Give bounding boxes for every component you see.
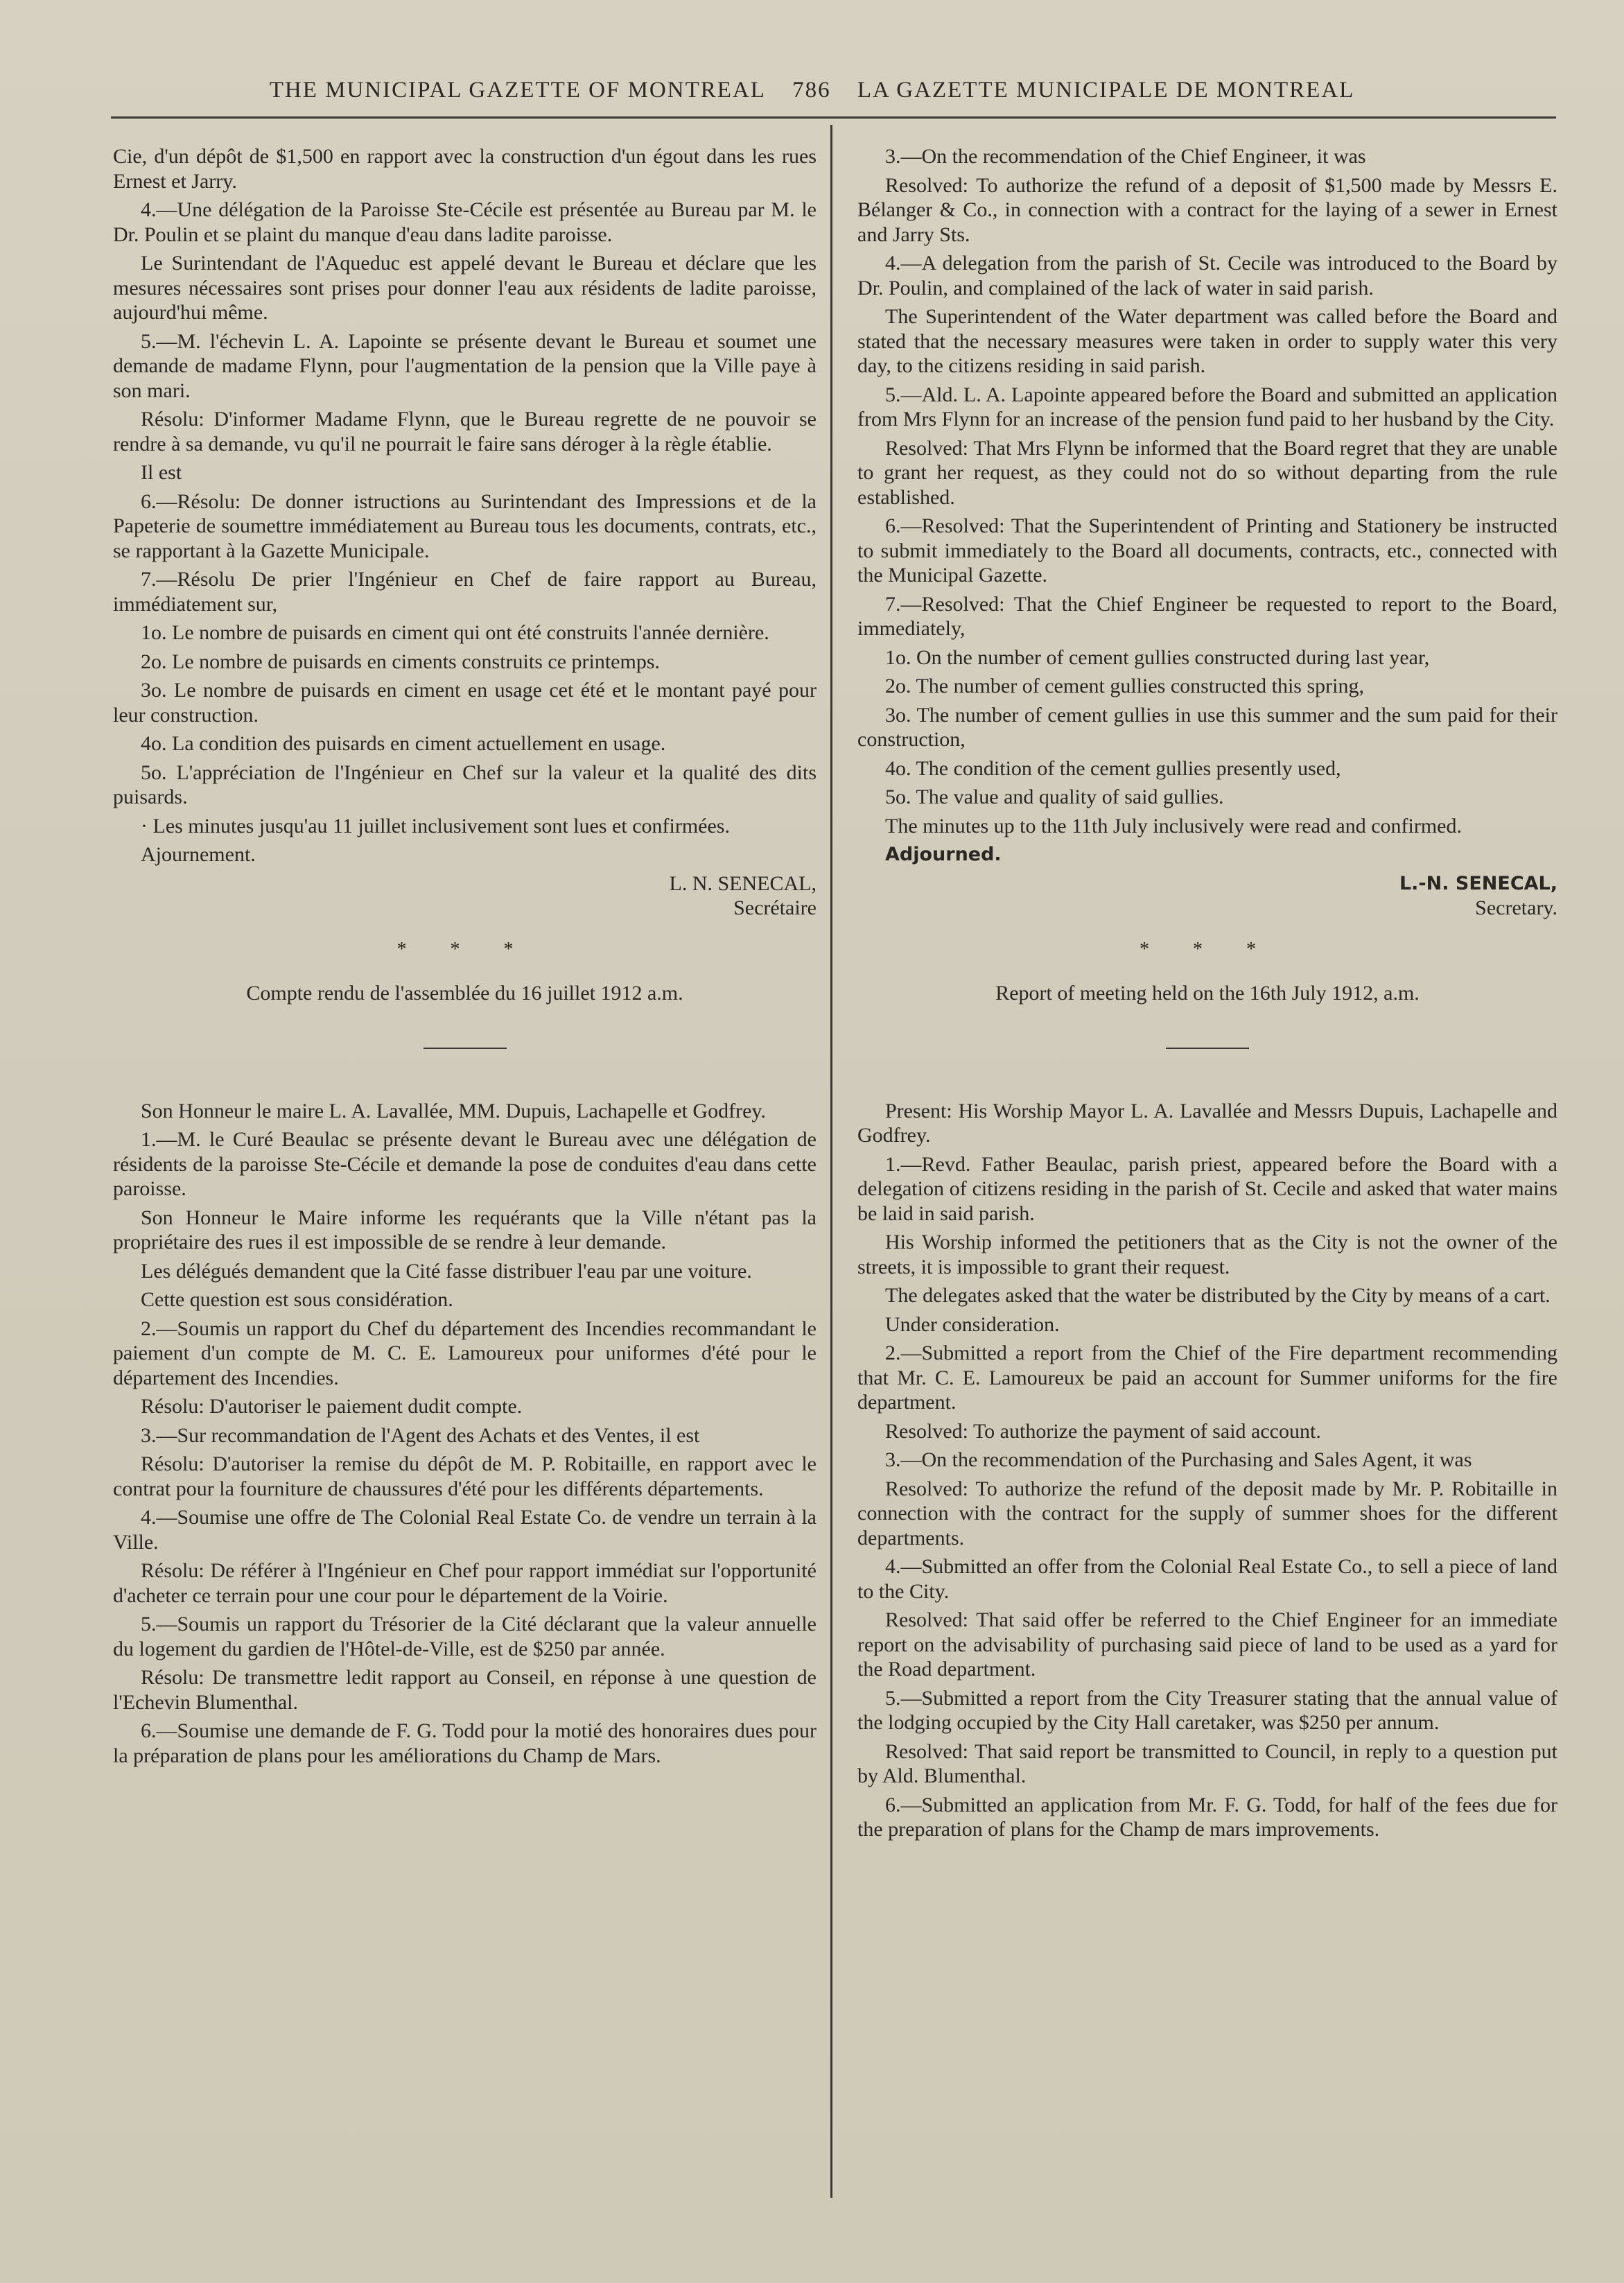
english-report-paragraph: The delegates asked that the water be distributed by the City by means of a cart.	[885, 1284, 1551, 1307]
french-minutes-paragraph: 1o. Le nombre de puisards en ciment qui ont été construits l'année dernière.	[141, 621, 769, 644]
page-number: 786	[792, 78, 831, 103]
french-minutes-paragraph: Cie, d'un dépôt de $1,500 en rapport avec la construction d'un égout dans les rues Ernest et Jarry.	[113, 145, 817, 193]
english-report-paragraph: Under consideration.	[885, 1312, 1060, 1336]
english-column	[857, 144, 1557, 1846]
english-signature-name: L.-N. SENECAL,	[1399, 872, 1557, 894]
french-report-title: Compte rendu de l'assemblée du 16 juillet 1912 a.m.	[246, 982, 683, 1005]
french-section-stars: * * *	[396, 938, 533, 960]
french-minutes-paragraph: Ajournement.	[141, 843, 256, 866]
page-header	[0, 78, 1624, 103]
french-column	[113, 144, 817, 1772]
english-minutes-paragraph: Resolved: That Mrs Flynn be informed that the Board regret that they are unable to grant her request, as they could not do so without departing from the rule established.	[857, 436, 1557, 509]
french-minutes-paragraph: Résolu: D'informer Madame Flynn, que le Bureau regrette de ne pouvoir se rendre à sa demande, vu qu'il ne pourrait le faire sans déroger à la règle établie.	[113, 408, 817, 455]
header-french-title: LA GAZETTE MUNICIPALE DE MONTREAL	[857, 78, 1355, 103]
french-minutes-paragraph: 4.—Une délégation de la Paroisse Ste-Cécile est présentée au Bureau par M. le Dr. Poulin et se plaint du manque d'eau dans ladite paroisse.	[113, 198, 817, 246]
french-report-paragraph: Son Honneur le maire L. A. Lavallée, MM. Dupuis, Lachapelle et Godfrey.	[141, 1099, 766, 1122]
english-report-paragraph: 1.—Revd. Father Beaulac, parish priest, appeared before the Board with a delegation of citizens residing in the parish of St. Cecile and asked that water mains be laid in said parish.	[857, 1152, 1557, 1225]
english-section-stars: * * *	[1140, 938, 1275, 960]
french-report-paragraph: Résolu: De référer à l'Ingénieur en Chef pour rapport immédiat sur l'opportunité d'acheter ce terrain pour une cour pour le département de la Voirie.	[113, 1559, 817, 1607]
english-minutes-paragraph: 4o. The condition of the cement gullies presently used,	[885, 756, 1341, 780]
french-report-section	[113, 1099, 817, 1769]
french-report-paragraph: Cette question est sous considération.	[141, 1288, 453, 1311]
french-minutes-paragraph: 5o. L'appréciation de l'Ingénieur en Chef sur la valeur et la qualité des dits puisards.	[113, 761, 817, 808]
french-report-paragraph: 5.—Soumis un rapport du Trésorier de la Cité déclarant que la valeur annuelle du logement du gardien de l'Hôtel-de-Ville, est de $250 par année.	[113, 1613, 817, 1660]
french-signature-name: L. N. SENECAL,	[669, 871, 817, 895]
header-rule	[111, 116, 1556, 119]
french-minutes-paragraph: Il est	[141, 461, 182, 484]
english-minutes-section	[857, 144, 1557, 838]
english-minutes-paragraph: 3o. The number of cement gullies in use this summer and the sum paid for their construction,	[857, 703, 1557, 751]
french-report-paragraph: 2.—Soumis un rapport du Chef du département des Incendies recommandant le paiement d'un compte de M. C. E. Lamoureux pour uniformes d'été pour le département des Incendies.	[113, 1317, 817, 1389]
english-minutes-paragraph: 5o. The value and quality of said gullies.	[885, 785, 1224, 808]
french-report-paragraph: Résolu: D'autoriser le paiement dudit compte.	[141, 1395, 523, 1418]
english-report-paragraph: 5.—Submitted a report from the City Treasurer stating that the annual value of the lodging occupied by the City Hall caretaker, was $250 per annum.	[857, 1686, 1557, 1734]
english-minutes-paragraph: The Superintendent of the Water department was called before the Board and stated that the necessary measures were taken in order to supply water this very day, to the citizens residing in said parish.	[857, 305, 1557, 377]
english-report-paragraph: Resolved: To authorize the payment of said account.	[885, 1419, 1321, 1443]
french-signature-title: Secrétaire	[733, 896, 817, 919]
french-report-paragraph: Résolu: De transmettre ledit rapport au Conseil, en réponse à une question de l'Echevin Blumenthal.	[113, 1666, 817, 1714]
english-report-paragraph: Resolved: That said offer be referred to the Chief Engineer for an immediate report on the advisability of purchasing said piece of land to be used as a yard for the Road department.	[857, 1608, 1557, 1681]
english-minutes-paragraph: 4.—A delegation from the parish of St. Cecile was introduced to the Board by Dr. Poulin, and complained of the lack of water in said parish.	[857, 252, 1557, 300]
english-minutes-paragraph: The minutes up to the 11th July inclusively were read and confirmed.	[885, 814, 1463, 837]
french-report-paragraph: 1.—M. le Curé Beaulac se présente devant le Bureau avec une délégation de résidents de la paroisse Ste-Cécile et demande la pose de conduites d'eau dans cette paroisse.	[113, 1128, 817, 1200]
french-short-rule	[424, 1048, 507, 1049]
french-report-paragraph: Les délégués demandent que la Cité fasse distribuer l'eau par une voiture.	[141, 1259, 752, 1283]
english-report-paragraph: 2.—Submitted a report from the Chief of the Fire department recommending that Mr. C. E. Lamoureux be paid an account for Summer uniforms for the fire department.	[857, 1342, 1557, 1414]
english-minutes-paragraph: Resolved: To authorize the refund of a deposit of $1,500 made by Messrs E. Bélanger & Co., in connection with a contract for the laying of a sewer in Ernest and Jarry Sts.	[857, 173, 1557, 246]
french-minutes-paragraph: 5.—M. l'échevin L. A. Lapointe se présente devant le Bureau et soumet une demande de madame Flynn, pour l'augmentation de la pension que la Ville paye à son mari.	[113, 329, 817, 402]
english-signature-title: Secretary.	[1475, 896, 1557, 919]
english-report-paragraph: Resolved: To authorize the refund of the deposit made by Mr. P. Robitaille in connection with the contract for the supply of summer shoes for the different departments.	[857, 1477, 1557, 1550]
french-report-paragraph: 3.—Sur recommandation de l'Agent des Achats et des Ventes, il est	[141, 1423, 700, 1447]
french-minutes-paragraph: 6.—Résolu: De donner istructions au Surintendant des Impressions et de la Papeterie de soumettre immédiatement au Bureau tous les documents, contrats, etc., se rapportant à la Gazette Municipale.	[113, 489, 817, 562]
french-report-paragraph: 4.—Soumise une offre de The Colonial Real Estate Co. de vendre un terrain à la Ville.	[113, 1506, 817, 1554]
french-minutes-section	[113, 144, 817, 867]
french-minutes-paragraph: · Les minutes jusqu'au 11 juillet inclusivement sont lues et confirmées.	[141, 814, 730, 837]
french-report-paragraph: Son Honneur le Maire informe les requérants que la Ville n'étant pas la propriétaire des rues il est impossible de se rendre à leur demande.	[113, 1206, 817, 1253]
french-minutes-paragraph: 4o. La condition des puisards en ciment actuellement en usage.	[141, 732, 666, 755]
english-report-paragraph: 4.—Submitted an offer from the Colonial Real Estate Co., to sell a piece of land to the City.	[857, 1555, 1557, 1603]
english-minutes-paragraph: 7.—Resolved: That the Chief Engineer be requested to report to the Board, immediately,	[857, 592, 1557, 640]
english-minutes-paragraph: 6.—Resolved: That the Superintendent of Printing and Stationery be instructed to submit immediately to the Board all documents, contracts, etc., connected with the Municipal Gazette.	[857, 514, 1557, 587]
french-minutes-paragraph: 7.—Résolu De prier l'Ingénieur en Chef de faire rapport au Bureau, immédiatement sur,	[113, 568, 817, 616]
english-minutes-paragraph: 2o. The number of cement gullies constructed this spring,	[885, 675, 1364, 697]
french-minutes-paragraph: 2o. Le nombre de puisards en ciments construits ce printemps.	[141, 650, 660, 673]
english-adjourned: Adjourned.	[885, 844, 1002, 865]
english-minutes-paragraph: 3.—On the recommendation of the Chief Engineer, it was	[885, 145, 1366, 168]
english-report-paragraph: Resolved: That said report be transmitted to Council, in reply to a question put by Ald. Blumenthal.	[857, 1739, 1557, 1787]
header-english-title: THE MUNICIPAL GAZETTE OF MONTREAL	[269, 78, 766, 103]
french-report-paragraph: 6.—Soumise une demande de F. G. Todd pour la motié des honoraires dues pour la préparation de plans pour les améliorations du Champ de Mars.	[113, 1719, 817, 1767]
english-report-paragraph: His Worship informed the petitioners that as the City is not the owner of the streets, it is impossible to grant their request.	[857, 1231, 1557, 1278]
english-report-section	[857, 1099, 1557, 1842]
french-minutes-paragraph: 3o. Le nombre de puisards en ciment en usage cet été et le montant payé pour leur construction.	[113, 679, 817, 727]
french-minutes-paragraph: Le Surintendant de l'Aqueduc est appelé devant le Bureau et déclare que les mesures nécessaires sont prises pour donner l'eau aux résidents de ladite paroisse, aujourd'hui même.	[113, 252, 817, 324]
column-divider	[830, 125, 832, 2198]
english-report-paragraph: 3.—On the recommendation of the Purchasing and Sales Agent, it was	[885, 1448, 1472, 1471]
english-report-title: Report of meeting held on the 16th July 1912, a.m.	[995, 982, 1420, 1005]
english-report-paragraph: Present: His Worship Mayor L. A. Lavallée and Messrs Dupuis, Lachapelle and Godfrey.	[857, 1099, 1557, 1147]
english-minutes-paragraph: 5.—Ald. L. A. Lapointe appeared before the Board and submitted an application from Mrs Flynn for an increase of the pension fund paid to her husband by the City.	[857, 383, 1557, 431]
french-report-paragraph: Résolu: D'autoriser la remise du dépôt de M. P. Robitaille, en rapport avec le contrat pour la fourniture de chaussures d'été pour les différents départements.	[113, 1452, 817, 1500]
english-short-rule	[1166, 1048, 1249, 1049]
english-minutes-paragraph: 1o. On the number of cement gullies constructed during last year,	[885, 645, 1430, 669]
english-report-paragraph: 6.—Submitted an application from Mr. F. G. Todd, for half of the fees due for the preparation of plans for the Champ de mars improvements.	[857, 1793, 1557, 1841]
